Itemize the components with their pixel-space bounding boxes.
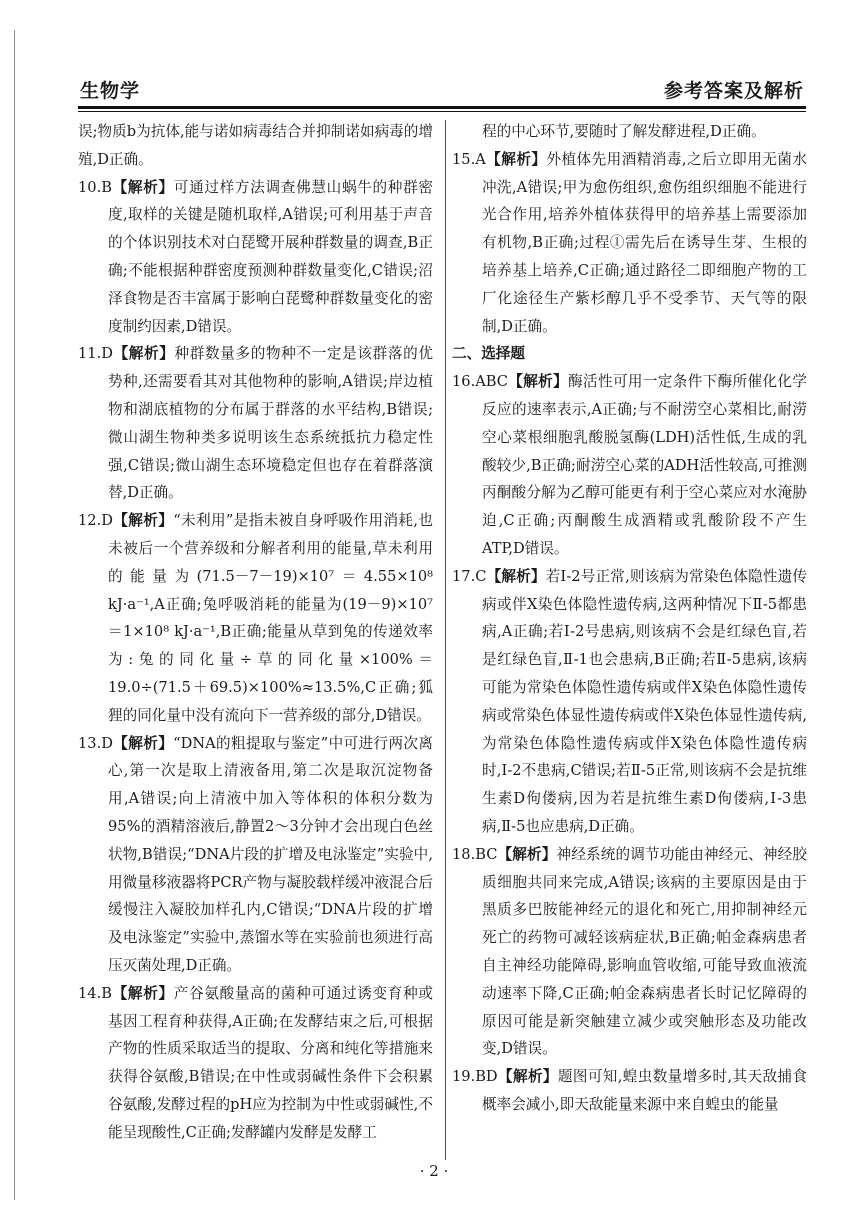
answer-text: 程的中心环节,要随时了解发酵进程,D正确。: [482, 123, 766, 140]
answer-continuation: [452, 118, 807, 146]
answer-item-11: [78, 340, 433, 507]
analysis-tag: 【解析】: [112, 734, 174, 752]
analysis-tag: 【解析】: [111, 178, 174, 196]
answer-text: 题图可知,蝗虫数量增多时,其天敌捕食概率会减小,即天敌能量来源中来自蝗虫的能量: [482, 1068, 807, 1113]
right-column: [452, 118, 807, 1119]
left-column: [78, 118, 433, 1146]
answer-item-19: [452, 1063, 807, 1119]
answer-item-10: [78, 174, 433, 341]
question-number: 15.A: [452, 150, 486, 168]
question-number: 12.D: [78, 512, 113, 530]
answer-item-16: [452, 368, 807, 563]
question-number: 16.ABC: [452, 373, 508, 391]
analysis-tag: 【解析】: [112, 345, 175, 363]
question-number: 11.D: [78, 345, 113, 363]
page-number: · 2 ·: [419, 1162, 449, 1180]
answer-text: 产谷氨酸量高的菌种可通过诱变育种或基因工程育种获得,A正确;在发酵结束之后,可根据产物的性质采取适当的提取、分离和纯化等措施来获得谷氨酸,B错误;在中性或弱碱性条件下会积累谷氨酸,发酵过程的pH应为控制为中性或弱碱性,不能呈现酸性,C正确;发酵罐内发酵是发酵工: [108, 984, 433, 1141]
answer-item-15: [452, 146, 807, 341]
question-number: 18.BC: [452, 845, 498, 863]
answer-text: 种群数量多的物种不一定是该群落的优势种,还需要看其对其他物种的影响,A错误;岸边植物和湖底植物的分布属于群落的水平结构,B错误;微山湖生物种类多说明该生态系统抵抗力稳定性强,C错误;微山湖生态环境稳定但也存在着群落演替,D正确。: [108, 345, 433, 502]
answer-text: 误;物质b为抗体,能与诺如病毒结合并抑制诺如病毒的增殖,D正确。: [78, 123, 433, 168]
analysis-tag: 【解析】: [497, 1068, 558, 1086]
page-header: [78, 76, 806, 106]
answer-text: 若Ⅰ-2号正常,则该病为常染色体隐性遗传病或伴X染色体隐性遗传病,这两种情况下Ⅱ-5都患病,A正确;若Ⅰ-2号患病,则该病不会是红绿色盲,若是红绿色盲,Ⅱ-1也会患病,B正确;若Ⅱ-5患病,该病可能为常染色体隐性遗传病或伴X染色体隐性遗传病或常染色体显性遗传病或伴X染色体显性遗传病,为常染色体隐性遗传病或伴X染色体隐性遗传病时,Ⅰ-2不患病,C错误;若Ⅱ-5正常,则该病不会是抗维生素D佝偻病,因为若是抗维生素D佝偻病,Ⅰ-3患病,Ⅱ-5也应患病,D正确。: [482, 567, 807, 835]
answer-item-13: [78, 730, 433, 980]
answer-text: “未利用”是指未被自身呼吸作用消耗,也未被后一个营养级和分解者利用的能量,草未利用的能量为(71.5－7－19)×10⁷＝4.55×10⁸ kJ·a⁻¹,A正确;兔呼吸消耗的能量为(19－9)×10⁷＝1×10⁸ kJ·a⁻¹,B正确;能量从草到兔的传递效率为:兔的同化量÷草的同化量×100%＝19.0÷(71.5＋69.5)×100%≈13.5%,C正确;狐狸的同化量中没有流向下一营养级的部分,D错误。: [108, 512, 433, 724]
header-rule-thick: [78, 106, 806, 109]
analysis-tag: 【解析】: [112, 512, 174, 530]
answer-item-18: [452, 841, 807, 1063]
question-number: 17.C: [452, 567, 487, 585]
answer-item-14: [78, 980, 433, 1147]
question-number: 10.B: [78, 178, 112, 196]
analysis-tag: 【解析】: [111, 984, 174, 1002]
analysis-tag: 【解析】: [497, 845, 557, 863]
header-title: 参考答案及解析: [663, 80, 804, 102]
analysis-tag: 【解析】: [485, 150, 547, 168]
answer-text: 外植体先用酒精消毒,之后立即用无菌水冲洗,A错误;甲为愈伤组织,愈伤组织细胞不能进行光合作用,培养外植体获得甲的培养基上需要添加有机物,B正确;过程①需先后在诱导生芽、生根的培养基上培养,C正确;通过路径二即细胞产物的工厂化途径生产紫杉醇几乎不受季节、天气等的限制,D正确。: [482, 150, 807, 335]
answer-text: 酶活性可用一定条件下酶所催化化学反应的速率表示,A正确;与不耐涝空心菜相比,耐涝空心菜根细胞乳酸脱氢酶(LDH)活性低,生成的乳酸较少,B正确;耐涝空心菜的ADH活性较高,可推测丙酮酸分解为乙醇可能更有利于空心菜应对水淹胁迫,C正确;丙酮酸生成酒精或乳酸阶段不产生ATP,D错误。: [482, 373, 807, 557]
analysis-tag: 【解析】: [486, 567, 546, 585]
binding-line: [14, 30, 15, 1200]
answer-item-12: [78, 507, 433, 729]
answer-text: “DNA的粗提取与鉴定”中可进行两次离心,第一次是取上清液备用,第二次是取沉淀物备用,A错误;向上清液中加入等体积的体积分数为95%的酒精溶液后,静置2～3分钟才会出现白色丝状物,B错误;“DNA片段的扩增及电泳鉴定”实验中,用微量移液器将PCR产物与凝胶载样缓冲液混合后缓慢注入凝胶加样孔内,C错误;“DNA片段的扩增及电泳鉴定”实验中,蒸馏水等在实验前也须进行高压灭菌处理,D正确。: [108, 734, 433, 974]
question-number: 14.B: [78, 984, 112, 1002]
question-number: 19.BD: [452, 1068, 498, 1086]
header-rule-thin: [78, 111, 806, 112]
answer-text: 可通过样方法调查佛慧山蜗牛的种群密度,取样的关键是随机取样,A错误;可利用基于声音的个体识别技术对白琵鹭开展种群数量的调查,B正确;不能根据种群密度预测种群数量变化,C错误;沼泽食物是否丰富属于影响白琵鹭种群数量变化的密度制约因素,D错误。: [108, 178, 433, 335]
header-subject: 生物学: [80, 80, 141, 102]
column-divider: [445, 120, 446, 1160]
question-number: 13.D: [78, 734, 113, 752]
answer-item-17: [452, 563, 807, 841]
answer-continuation: [78, 118, 433, 174]
answer-text: 神经系统的调节功能由神经元、神经胶质细胞共同来完成,A错误;该病的主要原因是由于黑质多巴胺能神经元的退化和死亡,用抑制神经元死亡的药物可减轻该病症状,B正确;帕金森病患者自主神经功能障碍,影响血管收缩,可能导致血液流动速率下降,C正确;帕金森病患者长时记忆障碍的原因可能是新突触建立减少或突触形态及功能改变,D错误。: [482, 845, 807, 1058]
section-heading: 二、选择题: [452, 345, 525, 363]
analysis-tag: 【解析】: [507, 373, 569, 391]
